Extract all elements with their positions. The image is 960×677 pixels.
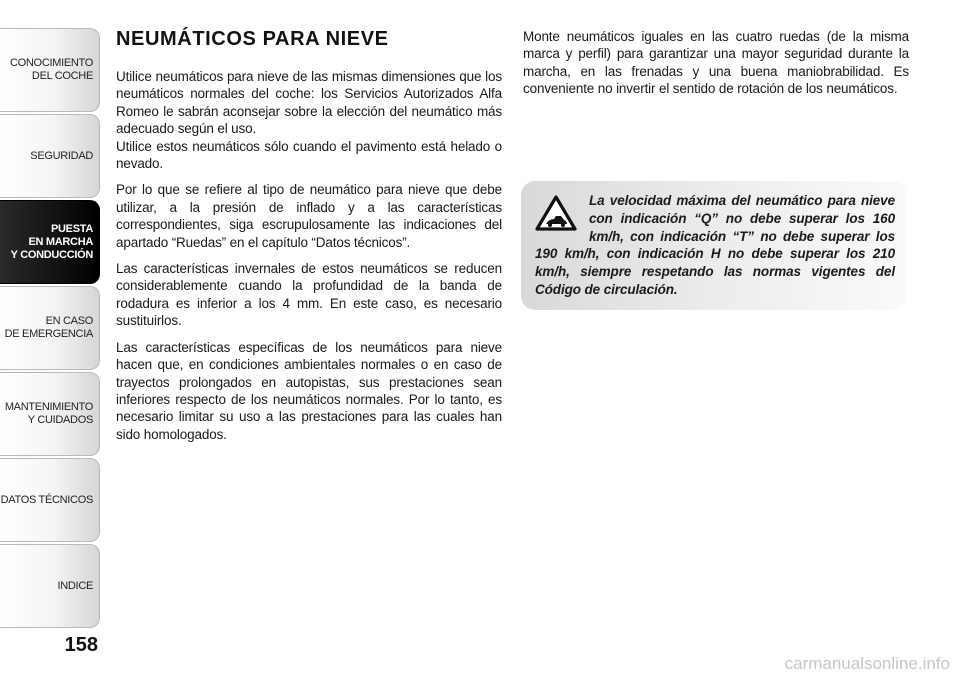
tab-label: SEGURIDAD bbox=[30, 149, 93, 162]
tab-label: INDICE bbox=[57, 579, 93, 592]
tab-datos-tecnicos[interactable] bbox=[0, 458, 100, 542]
tab-label: MANTENIMIENTO Y CUIDADOS bbox=[4, 401, 93, 426]
paragraph: Utilice estos neumáticos sólo cuando el pavimento está helado o nevado. bbox=[116, 138, 502, 172]
tab-label: PUESTA EN MARCHA Y CONDUCCIÓN bbox=[10, 222, 93, 261]
warning-text: La velocidad máxima del neumático para nieve con indicación “Q” no debe superar los 160 km/h, con indicación “T” no debe superar los 190 km/h, con indicación H no debe superar los 210 km/h, siempre respetando las normas vigentes del Código de circulación. bbox=[535, 193, 895, 297]
tab-mantenimiento[interactable] bbox=[0, 372, 100, 456]
tab-label: CONOCIMIENTO DEL COCHE bbox=[10, 57, 93, 82]
paragraph: Las características específicas de los neumáticos para nieve hacen que, en condiciones ambientales normales o en caso de trayectos prolongados en autopistas, sus prestaciones sean inferiores respecto de los neumáticos normales. Por lo tanto, es necesario limitar su uso a las prestaciones para las cuales han sido homologados. bbox=[116, 339, 502, 442]
tab-puesta-en-marcha[interactable] bbox=[0, 200, 100, 284]
tab-label: DATOS TÉCNICOS bbox=[0, 493, 93, 506]
tab-en-caso-de-emergencia[interactable] bbox=[0, 286, 100, 370]
paragraph: Utilice neumáticos para nieve de las mismas dimensiones que los neumáticos normales del coche: los Servicios Autorizados Alfa Romeo le sabrán aconsejar sobre la elección del neumático más adecuado según el uso. bbox=[116, 69, 502, 137]
tab-label: EN CASO DE EMERGENCIA bbox=[4, 315, 93, 340]
section-title: NEUMÁTICOS PARA NIEVE bbox=[116, 28, 389, 50]
warning-box bbox=[521, 181, 907, 310]
paragraph: Por lo que se refiere al tipo de neumático para nieve que debe utilizar, a la presión de inflado y a las características correspondientes, siga escrupulosamente las indicaciones del apartado “Ruedas” en el capítulo “Datos técnicos”. bbox=[116, 182, 502, 250]
page-number: 158 bbox=[64, 634, 98, 656]
tab-conocimiento-del-coche[interactable] bbox=[0, 28, 100, 112]
right-column bbox=[523, 28, 909, 98]
tab-indice[interactable] bbox=[0, 544, 100, 628]
paragraph: Las características invernales de estos neumáticos se reducen considerablemente cuando la profundidad de la banda de rodadura es inferior a los 4 mm. En este caso, es necesario sustituirlos. bbox=[116, 261, 502, 329]
tab-seguridad[interactable] bbox=[0, 114, 100, 198]
left-column bbox=[116, 28, 502, 443]
paragraph: Monte neumáticos iguales en las cuatro ruedas (de la misma marca y perfil) para garantizar una mayor seguridad durante la marcha, en las frenadas y una buena maniobrabilidad. Es conveniente no invertir el sentido de rotación de los neumáticos. bbox=[523, 29, 909, 97]
watermark: carmanualsonline.info bbox=[784, 654, 950, 673]
warning-text-block bbox=[535, 192, 895, 299]
